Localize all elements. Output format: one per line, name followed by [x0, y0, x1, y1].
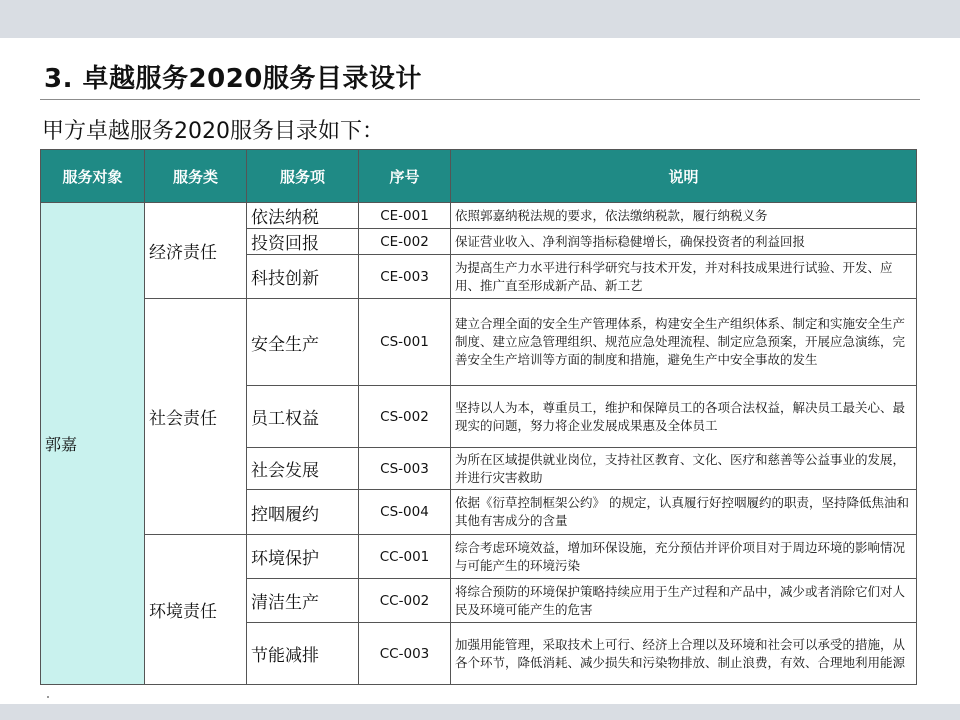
- service-target-cell: 郭嘉: [41, 203, 145, 685]
- service-item: 科技创新: [247, 255, 359, 299]
- service-code: CE-002: [359, 229, 451, 255]
- service-code: CE-003: [359, 255, 451, 299]
- service-code: CS-001: [359, 299, 451, 386]
- table-row: [41, 535, 917, 579]
- category-social: 社会责任: [145, 299, 247, 535]
- service-description: 依照郭嘉纳税法规的要求，依法缴纳税款，履行纳税义务: [451, 203, 917, 229]
- service-description: 为提高生产力水平进行科学研究与技术开发，并对科技成果进行试验、开发、应用、推广直至形成新产品、新工艺: [451, 255, 917, 299]
- service-item: 控咽履约: [247, 490, 359, 535]
- service-description: 依据《衍草控制框架公约》 的规定，认真履行好控咽履约的职责，坚持降低焦油和其他有害成分的含量: [451, 490, 917, 535]
- service-description: 坚持以人为本，尊重员工，维护和保障员工的各项合法权益，解决员工最关心、最现实的问题，努力将企业发展成果惠及全体员工: [451, 386, 917, 448]
- service-item: 节能减排: [247, 623, 359, 685]
- slide-title: 3. 卓越服务2020服务目录设计: [44, 64, 422, 94]
- category-environmental: 环境责任: [145, 535, 247, 685]
- service-item: 清洁生产: [247, 579, 359, 623]
- category-economic: 经济责任: [145, 203, 247, 299]
- service-code: CS-003: [359, 448, 451, 490]
- service-description: 为所在区域提供就业岗位，支持社区教育、文化、医疗和慈善等公益事业的发展，并进行灾害救助: [451, 448, 917, 490]
- service-code: CC-001: [359, 535, 451, 579]
- service-code: CE-001: [359, 203, 451, 229]
- service-catalog-table: [40, 149, 917, 685]
- service-item: 环境保护: [247, 535, 359, 579]
- bottom-band: [0, 704, 960, 720]
- header-category: 服务类: [145, 150, 247, 203]
- service-description: 将综合预防的环境保护策略持续应用于生产过程和产品中，减少或者消除它们对人民及环境可能产生的危害: [451, 579, 917, 623]
- header-description: 说明: [451, 150, 917, 203]
- service-description: 建立合理全面的安全生产管理体系，构建安全生产组织体系、制定和实施安全生产制度、建立应急管理组织、规范应急处理流程、制定应急预案，开展应急演练，完善安全生产培训等方面的制度和措施，避免生产中安全事故的发生: [451, 299, 917, 386]
- slide-subtitle: 甲方卓越服务2020服务目录如下：: [42, 119, 384, 144]
- service-description: 保证营业收入、净利润等指标稳健增长，确保投资者的利益回报: [451, 229, 917, 255]
- service-code: CC-003: [359, 623, 451, 685]
- service-description: 加强用能管理，采取技术上可行、经济上合理以及环境和社会可以承受的措施，从各个环节，降低消耗、减少损失和污染物排放、制止浪费，有效、合理地利用能源: [451, 623, 917, 685]
- table-row: [41, 299, 917, 386]
- service-code: CS-002: [359, 386, 451, 448]
- service-code: CC-002: [359, 579, 451, 623]
- header-target: 服务对象: [41, 150, 145, 203]
- service-item: 安全生产: [247, 299, 359, 386]
- table-row: [41, 203, 917, 229]
- service-item: 员工权益: [247, 386, 359, 448]
- top-band: [0, 0, 960, 38]
- service-item: 依法纳税: [247, 203, 359, 229]
- footer-dot: [47, 696, 49, 698]
- service-code: CS-004: [359, 490, 451, 535]
- service-item: 投资回报: [247, 229, 359, 255]
- service-description: 综合考虑环境效益，增加环保设施，充分预估并评价项目对于周边环境的影响情况与可能产生的环境污染: [451, 535, 917, 579]
- service-item: 社会发展: [247, 448, 359, 490]
- header-item: 服务项: [247, 150, 359, 203]
- title-divider: [40, 99, 920, 100]
- header-code: 序号: [359, 150, 451, 203]
- table-header-row: [41, 150, 917, 203]
